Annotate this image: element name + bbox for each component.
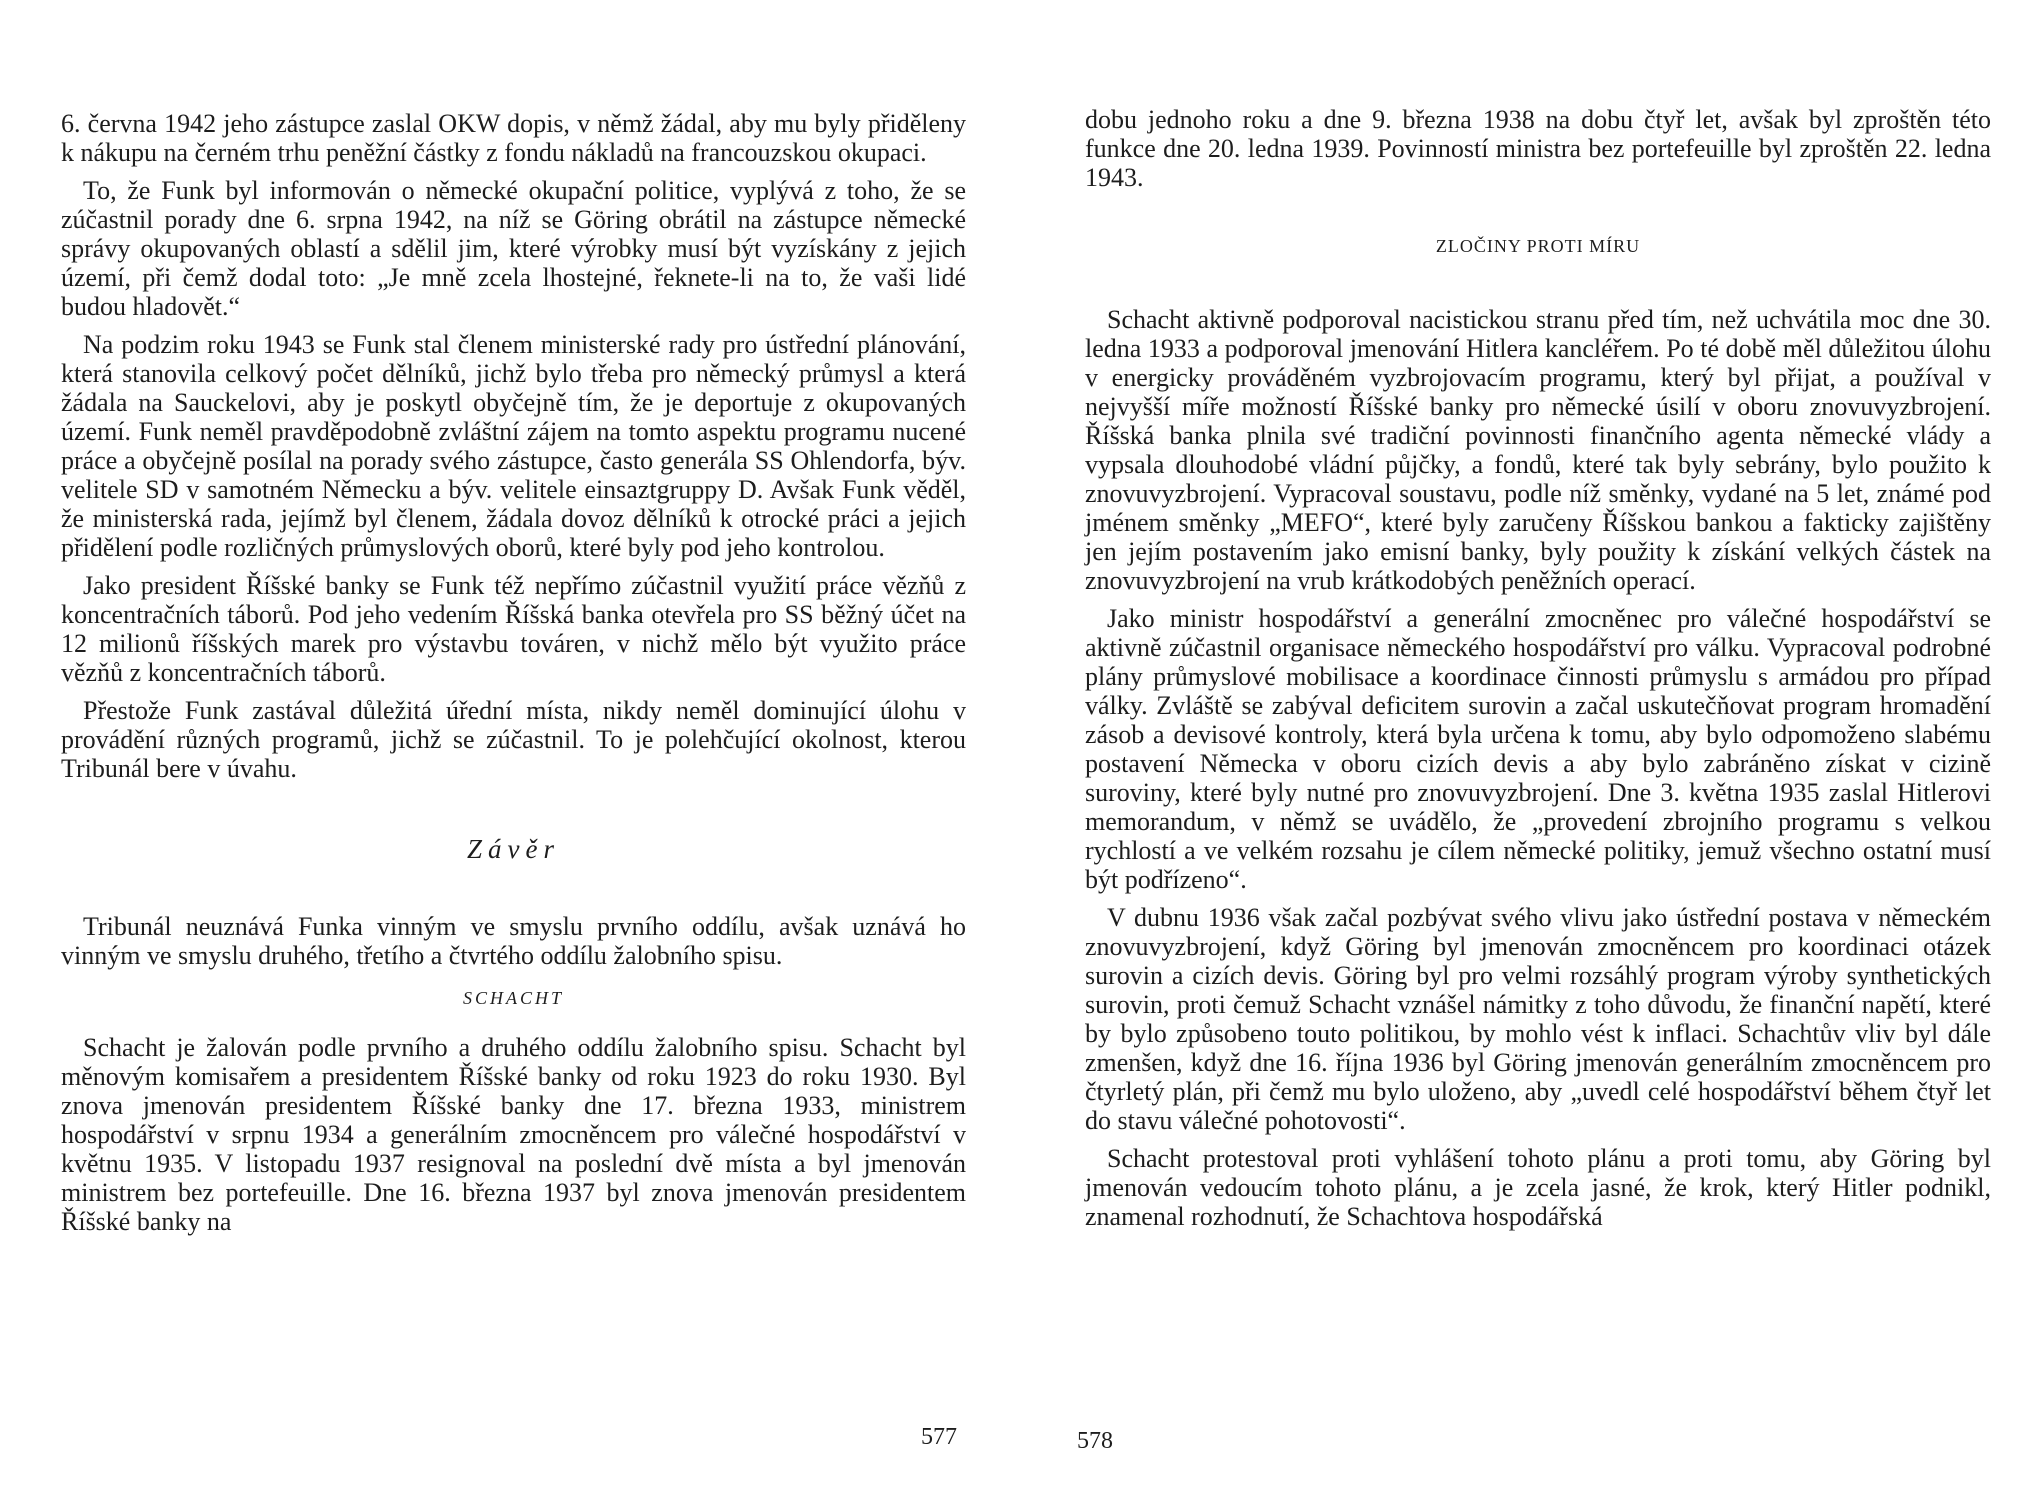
right-page-text-column: [1085, 105, 1991, 1240]
paragraph-schacht-support: Schacht aktivně podporoval nacistickou stranu před tím, než uchvátila moc dne 30. ledna 1933 a podporoval jmenování Hitlera kancléřem. Po té době měl důležitou úlohu v energicky prováděném vyzbrojovacím programu, který byl přijat, a používal v nejvyšší míře možností Říšské banky pro německé úsilí v oboru znovuvyzbrojení. Říšská banka plnila své tradiční povinnosti finančního agenta německé vlády a vypsala dlouhodobé vládní půjčky, a fondů, které tak byly sebrány, bylo použito k znovuvyzbrojení. Vypracoval soustavu, podle níž směnky, vydané na 5 let, známé pod jménem směnky „MEFO“, které byly zaručeny Říšskou bankou a fakticky zajištěny jen jejím postavením jako emisní banky, byly použity k získání velkých částek na znovuvyzbrojení na vrub krátkodobých peněžních operací.: [1085, 305, 1991, 595]
paragraph-funk-reichsbank: Jako president Říšské banky se Funk též nepřímo zúčastnil využití práce vězňů z koncentračních táborů. Pod jeho vedením Říšská banka otevřela pro SS běžný účet na 12 milionů říšských marek pro výstavbu továren, v nichž mělo být využito práce vězňů z koncentračních táborů.: [61, 571, 966, 687]
paragraph-funk-mitigating: Přestože Funk zastával důležitá úřední místa, nikdy neměl dominující úlohu v provádění různých programů, jichž se zúčastnil. To je polehčující okolnost, kterou Tribunál bere v úvahu.: [61, 696, 966, 783]
heading-schacht: SCHACHT: [462, 988, 564, 1008]
paragraph-schacht-protest: Schacht protestoval proti vyhlášení tohoto plánu a proti tomu, aby Göring byl jmenován vedoucím tohoto plánu, a je zcela jasné, že krok, který Hitler podnikl, znamenal rozhodnutí, že Schachtova hospodářská: [1085, 1144, 1991, 1231]
paragraph-funk-central-planning: Na podzim roku 1943 se Funk stal členem ministerské rady pro ústřední plánování, která stanovila celkový počet dělníků, jichž bylo třeba pro německý průmysl a která žádala na Sauckelovi, aby je poskytl obyčejně tím, že je deportuje z okupovaných území. Funk neměl pravděpodobně zvláštní zájem na tomto aspektu programu nucené práce a obyčejně posílal na porady svého zástupce, často generála SS Ohlendorfa, býv. velitele SD v samotném Německu a býv. velitele einsaztgruppy D. Avšak Funk věděl, že ministerská rada, jejímž byl členem, žádala dovoz dělníků k otrocké práci a jejich přidělení podle rozličných průmyslových oborů, které byly pod jeho kontrolou.: [61, 330, 966, 562]
paragraph-funk-occupation-policy: To, že Funk byl informován o německé okupační politice, vyplývá z toho, že se zúčastnil porady dne 6. srpna 1942, na níž se Göring obrátil na zástupce německé správy okupovaných oblastí a sdělil jim, které výrobky musí být vyzískány z jejich území, při čemž dodal toto: „Je mně zcela lhostejné, řeknete-li na to, že vaši lidé budou hladovět.“: [61, 176, 966, 321]
page-number-right: 578: [1077, 1428, 1113, 1454]
paragraph-schacht-continued: dobu jednoho roku a dne 9. března 1938 na dobu čtyř let, avšak byl zproštěn této funkce dne 20. ledna 1939. Povinností ministra bez portefeuille byl zproštěn 22. ledna 1943.: [1085, 105, 1991, 192]
heading-crimes-against-peace: ZLOČINY PROTI MÍRU: [1435, 236, 1641, 256]
paragraph-funk-okw-letter: 6. června 1942 jeho zástupce zaslal OKW dopis, v němž žádal, aby mu byly přiděleny k nákupu na černém trhu peněžní částky z fondu nákladů na francouzskou okupaci.: [61, 109, 966, 167]
left-page: [0, 0, 1010, 1500]
paragraph-schacht-economy-minister: Jako ministr hospodářství a generální zmocněnec pro válečné hospodářství se aktivně zúčastnil organisace německého hospodářství pro válku. Vypracoval podrobné plány průmyslové mobilisace a koordinace činnosti průmyslu s armádou pro případ války. Zvláště se zabýval deficitem surovin a začal uskutečňovat program hromadění zásob a devisové kontroly, která byla určena k tomu, aby bylo odpomoženo slabému postavení Německa v oboru cizích devis a aby bylo zabráněno získat v cizině suroviny, které byly nutné pro znovuvyzbrojení. Dne 3. května 1935 zaslal Hitlerovi memorandum, v němž se uvádělo, že „provedení zbrojního programu s velkou rychlostí a ve velkém rozsahu je cílem německé politiky, jemuž všechno ostatní musí být podřízeno“.: [1085, 604, 1991, 894]
heading-zaver: Závěr: [467, 834, 560, 864]
page-number-left: 577: [921, 1424, 957, 1450]
paragraph-funk-verdict: Tribunál neuznává Funka vinným ve smyslu prvního oddílu, avšak uznává ho vinným ve smyslu druhého, třetího a čtvrtého oddílu žalobního spisu.: [61, 912, 966, 970]
paragraph-schacht-indictment: Schacht je žalován podle prvního a druhého oddílu žalobního spisu. Schacht byl měnovým komisařem a presidentem Říšské banky od roku 1923 do roku 1930. Byl znova jmenován presidentem Říšské banky dne 17. března 1933, ministrem hospodářství v srpnu 1934 a generálním zmocněncem pro válečné hospodářství v květnu 1935. V listopadu 1937 resignoval na poslední dvě místa a byl jmenován ministrem bez portefeuille. Dne 16. března 1937 byl znova jmenován presidentem Říšské banky na: [61, 1033, 966, 1236]
right-page: [1010, 0, 2030, 1500]
paragraph-schacht-decline: V dubnu 1936 však začal pozbývat svého vlivu jako ústřední postava v německém znovuvyzbrojení, když Göring byl jmenován zmocněncem pro koordinaci otázek surovin a cizích devis. Göring byl pro velmi rozsáhlý program výroby synthetických surovin, proti čemuž Schacht vznášel námitky z toho důvodu, že finanční napětí, které by bylo způsobeno touto politikou, by mohlo vést k inflaci. Schachtův vliv byl dále zmenšen, když dne 16. října 1936 byl Göring jmenován generálním zmocněncem pro čtyrletý plán, při čemž mu bylo uloženo, aby „uvedl celé hospodářství během čtyř let do stavu válečné pohotovosti“.: [1085, 903, 1991, 1135]
left-page-text-column: [61, 109, 966, 1245]
